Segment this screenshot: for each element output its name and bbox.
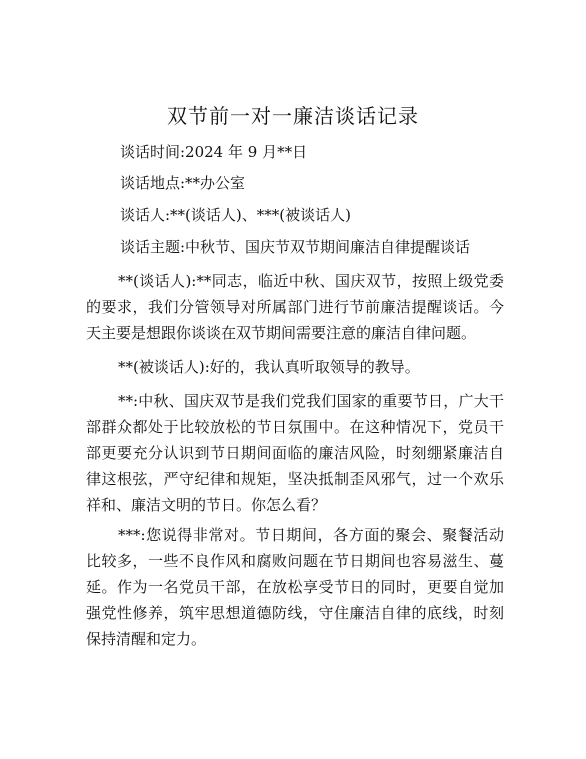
meta-topic: 谈话主题:中秋节、国庆节双节期间廉洁自律提醒谈话 [120, 238, 471, 256]
meta-time: 谈话时间:2024 年 9 月**日 [120, 143, 308, 161]
meta-place: 谈话地点:**办公室 [120, 174, 246, 192]
paragraph-4: ***:您说得非常对。节日期间，各方面的聚会、聚餐活动比较多，一些不良作风和腐败问题在节日期间也容易滋生、蔓延。作为一名党员干部，在放松享受节日的同时，更要自觉加强党性修养，筑牢思想道德防线，守住廉洁自律的底线，时刻保持清醒和定力。 [86, 526, 504, 648]
meta-people: 谈话人:**(谈话人)、***(被谈话人) [120, 206, 351, 224]
paragraph-2: **(被谈话人):好的，我认真听取领导的教导。 [118, 358, 420, 376]
paragraph-1: **(谈话人):**同志，临近中秋、国庆双节，按照上级党委的要求，我们分管领导对所属部门进行节前廉洁提醒谈话。今天主要是想跟你谈谈在双节期间需要注意的廉洁自律问题。 [86, 272, 504, 342]
paragraph-3: **:中秋、国庆双节是我们党我们国家的重要节日，广大干部群众都处于比较放松的节日氛围中。在这种情况下，党员干部更要充分认识到节日期间面临的廉洁风险，时刻绷紧廉洁自律这根弦，严守纪律和规矩，坚决抵制歪风邪气，过一个欢乐祥和、廉洁文明的节日。你怎么看？ [86, 392, 504, 514]
document-title: 双节前一对一廉洁谈话记录 [167, 104, 419, 128]
